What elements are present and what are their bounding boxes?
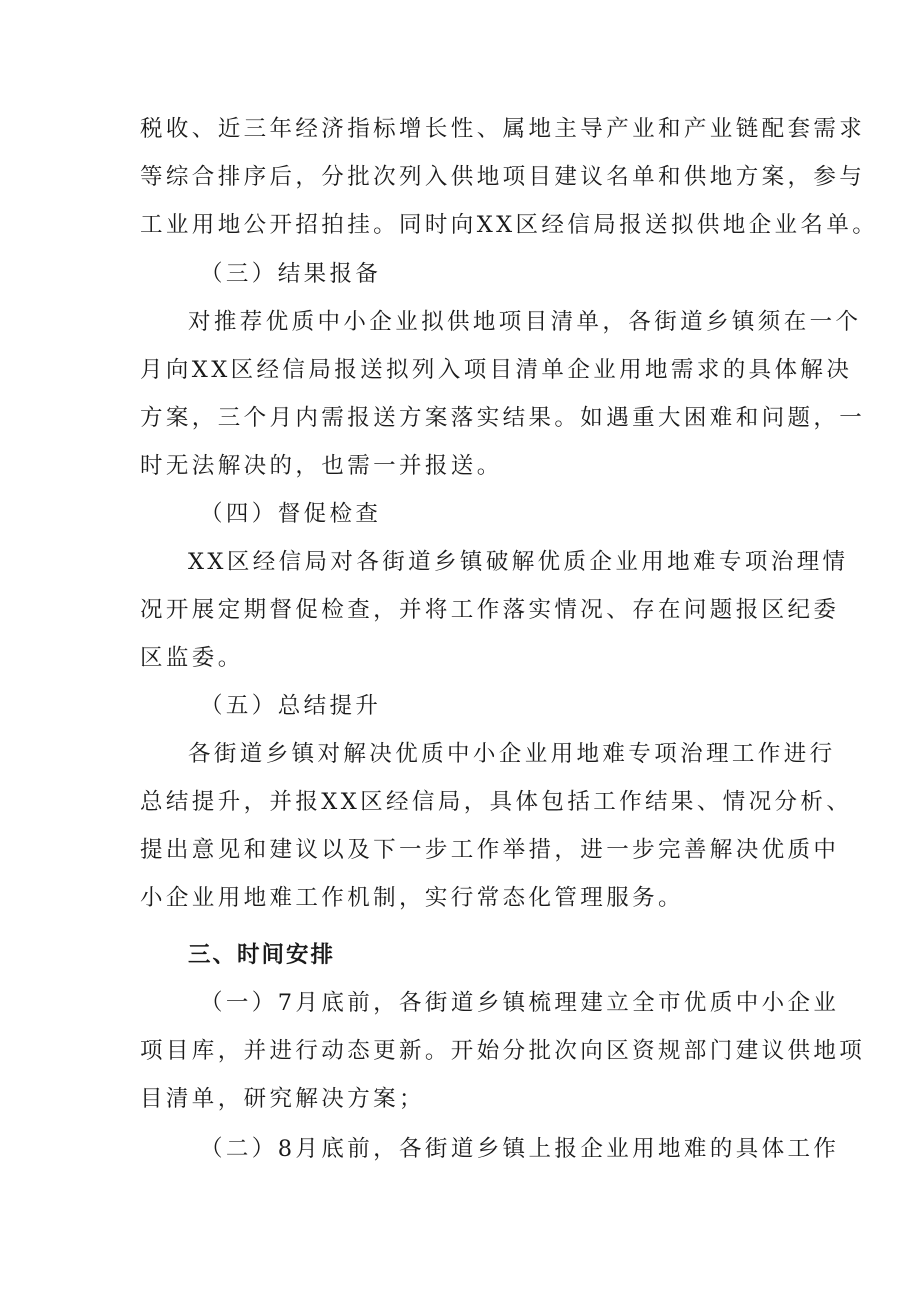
paragraph-line: 税收、近三年经济指标增长性、属地主导产业和产业链配套需求 <box>140 116 866 142</box>
paragraph-line: （一）7月底前，各街道乡镇梳理建立全市优质中小企业 <box>200 990 840 1016</box>
paragraph-line: 各街道乡镇对解决优质中小企业用地难专项治理工作进行 <box>188 741 836 767</box>
paragraph-line: 项目库，并进行动态更新。开始分批次向区资规部门建议供地项 <box>140 1038 866 1064</box>
paragraph-line: 区监委。 <box>140 645 244 671</box>
paragraph-line: 提出意见和建议以及下一步工作举措，进一步完善解决优质中 <box>140 837 840 863</box>
section-heading: （四）督促检查 <box>200 501 382 527</box>
paragraph-line: 对推荐优质中小企业拟供地项目清单，各街道乡镇须在一个 <box>188 309 862 335</box>
chapter-heading: 三、时间安排 <box>188 942 336 968</box>
paragraph-line: 目清单，研究解决方案； <box>140 1086 425 1112</box>
paragraph-line: 月向XX区经信局报送拟列入项目清单企业用地需求的具体解决 <box>140 357 853 383</box>
paragraph-line: 工业用地公开招拍挂。同时向XX区经信局报送拟供地企业名单。 <box>140 212 879 238</box>
paragraph-line: 总结提升，并报XX区经信局，具体包括工作结果、情况分析、 <box>140 789 853 815</box>
paragraph-line: （二）8月底前，各街道乡镇上报企业用地难的具体工作 <box>200 1136 840 1162</box>
paragraph-line: 小企业用地难工作机制，实行常态化管理服务。 <box>140 885 684 911</box>
paragraph-line: 方案，三个月内需报送方案落实结果。如遇重大困难和问题，一 <box>140 405 866 431</box>
paragraph-line: 等综合排序后，分批次列入供地项目建议名单和供地方案，参与 <box>140 164 866 190</box>
paragraph-line: 况开展定期督促检查，并将工作落实情况、存在问题报区纪委 <box>140 597 840 623</box>
section-heading: （三）结果报备 <box>200 261 382 287</box>
paragraph-line: XX区经信局对各街道乡镇破解优质企业用地难专项治理情 <box>188 549 849 575</box>
section-heading: （五）总结提升 <box>200 693 382 719</box>
paragraph-line: 时无法解决的，也需一并报送。 <box>140 453 503 479</box>
